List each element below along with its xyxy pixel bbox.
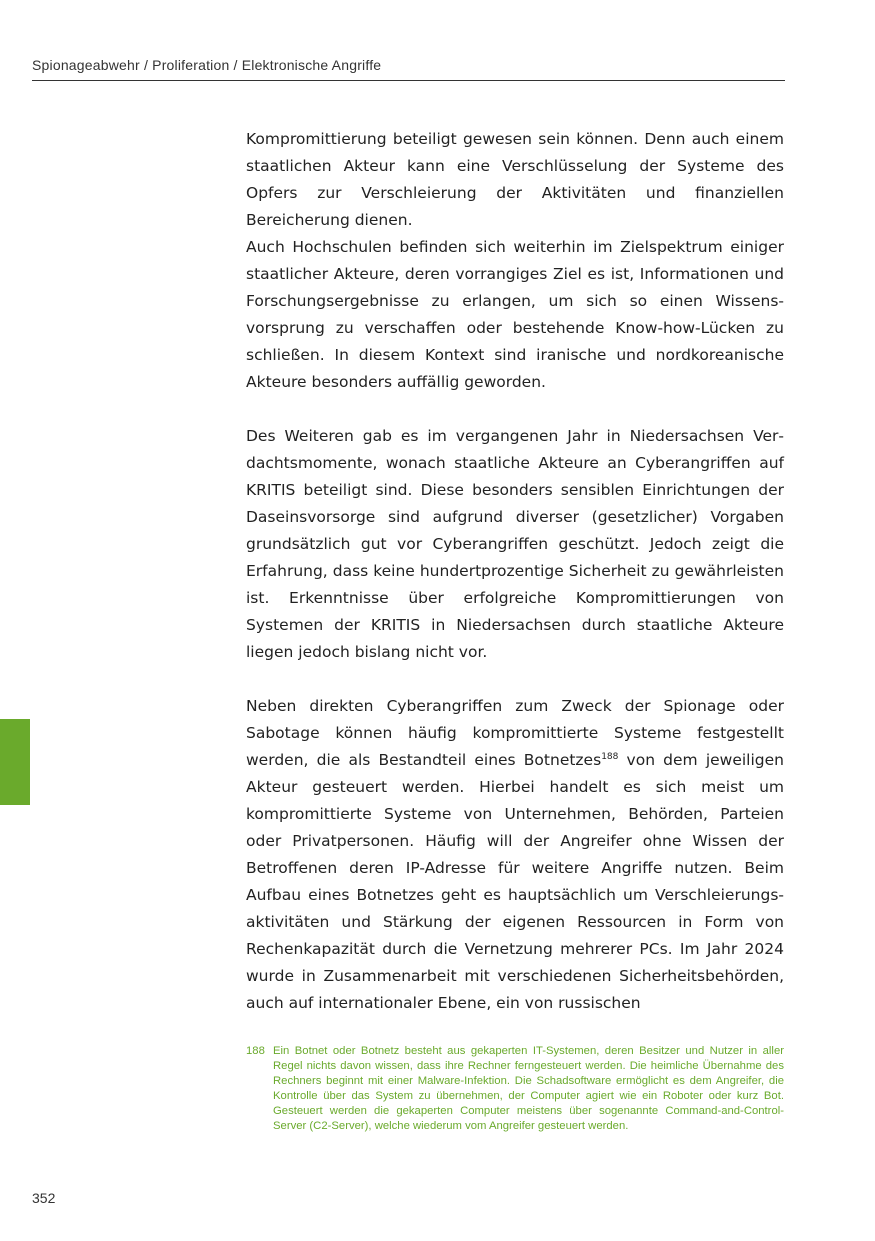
paragraph-4 xyxy=(246,693,784,1017)
footnote-text: Ein Botnet oder Botnetz besteht aus gekaperten IT-Systemen, deren Besitzer und Nutzer in aller Regel nichts davon wissen, dass ihre Rechner ferngesteuert werden. Die heimliche Übernahme des Rechners beginnt mit einer Malware-Infektion. Die Schadsoftware ermöglicht es dem Angreifer, die Kontrolle über das System zu übernehmen, der Computer agiert wie ein Roboter oder kurz Bot. Gesteuert werden die gekaperten Computer meistens über sogenannte Command-and-Control-Server (C2-Server), welche wiederum vom Angreifer gesteuert werden. xyxy=(273,1045,784,1132)
running-header: Spionageabwehr / Proliferation / Elektronische Angriffe xyxy=(32,57,382,73)
page-number: 352 xyxy=(32,1190,56,1206)
body-text xyxy=(246,126,784,1017)
paragraph-4-text-end: von dem jeweiligen Akteur gesteuert werden. Hierbei handelt es sich meist um kompromittierte Systeme von Unternehmen, Behörden, Parteien oder Privatpersonen. Häufig will der Angreifer ohne Wissen der Betroffenen deren IP-Adresse für weitere Angriffe nutzen. Beim Aufbau eines Botnetzes geht es hauptsächlich um Verschleierungsaktivitäten und Stärkung der eigenen Ressourcen in Form von Rechenkapazität durch die Vernetzung mehrerer PCs. Im Jahr 2024 wurde in Zusammenarbeit mit verschiedenen Sicherheitsbehörden, auch auf internationaler Ebene, ein von russischen xyxy=(246,751,784,1012)
header-rule xyxy=(32,80,785,81)
paragraph-3: Des Weiteren gab es im vergangenen Jahr in Niedersachsen Verdachtsmomente, wonach staatliche Akteure an Cyberangriffen auf KRITIS beteiligt sind. Diese besonders sensiblen Einrichtungen der Daseinsvorsorge sind aufgrund diverser (gesetzlicher) Vorgaben grundsätzlich gut vor Cyberangriffen geschützt. Jedoch zeigt die Erfahrung, dass keine hundertprozentige Sicherheit zu gewährleisten ist. Erkenntnisse über erfolgreiche Kompromittierungen von Systemen der KRITIS in Niedersachsen durch staatliche Akteure liegen jedoch bislang nicht vor. xyxy=(246,427,784,661)
footnote-reference[interactable]: 188 xyxy=(601,751,619,762)
paragraph-gap xyxy=(246,666,784,693)
paragraph-1: Kompromittierung beteiligt gewesen sein können. Denn auch einem staatlichen Akteur kann eine Verschlüsselung der Systeme des Opfers zur Verschleierung der Aktivitäten und finanziellen Bereicherung dienen. xyxy=(246,130,784,229)
footnote-number: 188 xyxy=(246,1045,265,1057)
paragraph-gap xyxy=(246,396,784,423)
paragraph-2: Auch Hochschulen befinden sich weiterhin im Zielspektrum einiger staatlicher Akteure, deren vorrangiges Ziel es ist, Informationen und Forschungsergebnisse zu erlangen, um sich so einen Wissensvorsprung zu verschaffen oder bestehende Know-how-Lücken zu schließen. In diesem Kontext sind iranische und nordkoreanische Akteure besonders auffällig geworden. xyxy=(246,238,784,391)
chapter-side-tab xyxy=(0,719,30,805)
footnote xyxy=(246,1044,784,1134)
paragraph-4-text-start: Neben direkten Cyberangriffen zum Zweck der Spionage oder Sabotage können häufig kompromittierte Systeme festgestellt werden, die als Bestandteil eines Botnetzes xyxy=(246,697,784,769)
